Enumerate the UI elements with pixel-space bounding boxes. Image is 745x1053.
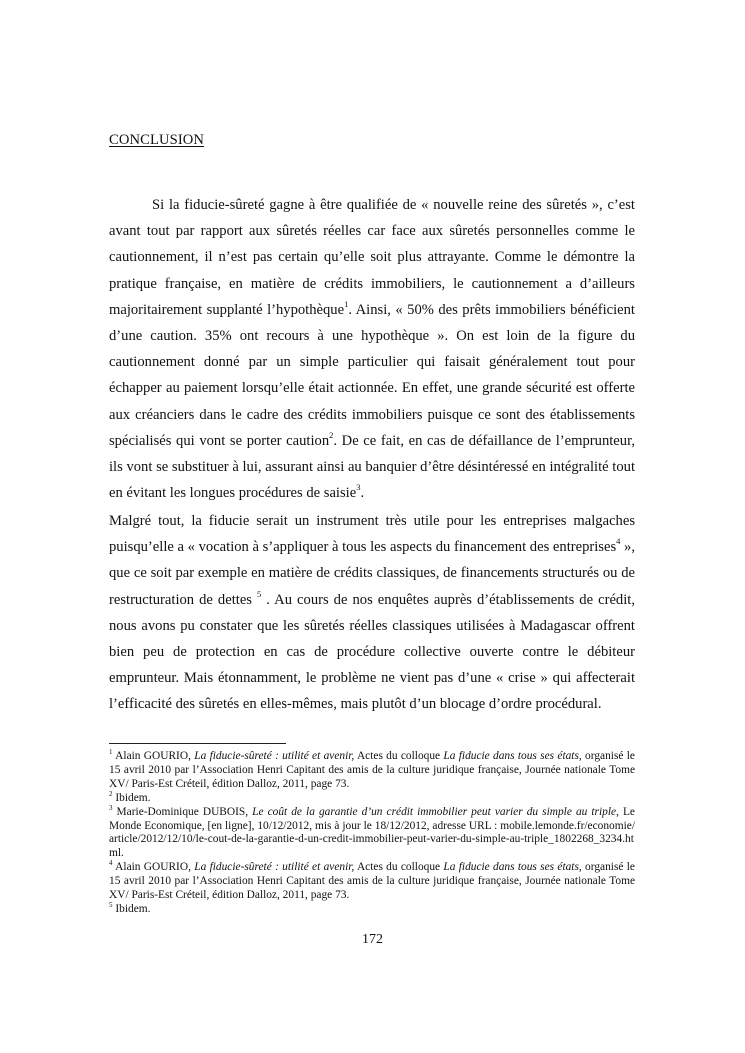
- page-number: 172: [362, 932, 383, 947]
- paragraph-text: . Au cours de nos enquêtes auprès d’établissements de crédit, nous avons pu constater que les sûretés réelles classiques utilisées à Madagascar offrent bien peu de protection en cas de procédure collective ouverte contre le débiteur emprunteur. Mais étonnamment, le problème ne vient pas d’une « crise » qui affecterait l’efficacité des sûretés en elles-mêmes, mais plutôt d’un blocage d’ordre procédural.: [109, 591, 635, 713]
- footnote-5: [109, 903, 635, 917]
- footnote-number: 2: [109, 789, 113, 798]
- footnote-number: 3: [109, 803, 113, 812]
- footnote-2: [109, 789, 635, 806]
- footnote-reference: 5: [257, 588, 262, 599]
- footnote-text: Actes du colloque: [354, 861, 444, 874]
- footnote-1: [109, 750, 635, 792]
- body-paragraph-1: [109, 192, 635, 506]
- footnote-text: Marie-Dominique DUBOIS,: [112, 805, 253, 818]
- footnote-3: [109, 803, 635, 862]
- footnote-italic-title: La fiducie-sûreté : utilité et avenir,: [194, 750, 355, 762]
- footnote-number: 4: [109, 859, 113, 868]
- section-heading: CONCLUSION: [109, 132, 205, 148]
- footnote-text: Actes du colloque: [354, 750, 444, 762]
- footnote-text: Ibidem.: [112, 902, 151, 915]
- paragraph-text: », que ce soit par exemple en matière de crédits classiques, de financements structurés ou de restructuration de dettes: [109, 539, 635, 608]
- body-paragraph-2: [109, 508, 635, 718]
- footnote-text: , Le Monde Economique, [en ligne], 10/12/2012, mis à jour le 18/12/2012, adresse URL :: [109, 805, 635, 832]
- footnote-reference: 2: [329, 429, 334, 440]
- footnote-4: [109, 861, 635, 903]
- footnote-italic-title: La fiducie-sûreté : utilité et avenir,: [194, 861, 355, 874]
- footnote-reference: 4: [616, 536, 621, 547]
- footnote-reference: 3: [356, 482, 361, 493]
- footnote-text: Ibidem.: [112, 791, 151, 804]
- paragraph-text: .: [360, 485, 365, 502]
- footnote-number: 5: [109, 901, 113, 910]
- footnote-italic-title: La fiducie dans tous ses états,: [443, 750, 582, 762]
- paragraph-text: Si la fiducie-sûreté gagne à être qualifiée de « nouvelle reine des sûretés », c’est avant tout par rapport aux sûretés réelles car face aux sûretés personnelles comme le cautionnement, il n’est pas certain qu’elle soit plus attrayante. Comme le démontre la pratique française, en matière de crédits immobiliers, le cautionnement a d’ailleurs majoritairement supplanté l’hypothèque: [109, 197, 635, 318]
- footnote-text: organisé le 15 avril 2010 par l’Association Henri Capitant des amis de la culture juridique française, Journée nationale Tome XV/ Paris-Est Créteil, édition Dalloz, 2011, page 73.: [109, 861, 635, 902]
- footnote-reference: 1: [344, 298, 349, 309]
- footnote-text: Alain GOURIO,: [112, 861, 195, 874]
- footnote-italic-title: Le coût de la garantie d’un crédit immobilier peut varier du simple au triple: [252, 805, 617, 818]
- paragraph-text: . Ainsi, « 50% des prêts immobiliers bénéficient d’une caution. 35% ont recours à une hypothèque ». On est loin de la figure du cautionnement donné par un simple particulier qui faisait généralement tout pour échapper au paiement lorsqu’elle était actionnée. En effet, une grande sécurité est offerte aux créanciers dans le cadre des crédits immobiliers puisque ce sont des établissements spécialisés qui vont se porter caution: [109, 301, 635, 449]
- paragraph-text: . De ce fait, en cas de défaillance de l’emprunteur, ils vont se substituer à lui, assurant ainsi au banquier d’être désintéressé en intégralité tout en évitant les longues procédures de saisie: [109, 432, 635, 502]
- footnotes: [109, 750, 635, 917]
- footnote-number: 1: [109, 748, 113, 757]
- footnote-text: Alain GOURIO,: [112, 750, 195, 762]
- footnote-italic-title: La fiducie dans tous ses états,: [443, 861, 582, 874]
- footnote-url: mobile.lemonde.fr/economie/article/2012/12/10/le-cout-de-la-garantie-d-un-credit-immobilier-peut-varier-du-simple-au-triple_1802268_3234.html.: [109, 819, 635, 860]
- paragraph-text: Malgré tout, la fiducie serait un instrument très utile pour les entreprises malgaches puisqu’elle a « vocation à s’appliquer à tous les aspects du financement des entreprises: [109, 513, 635, 556]
- footnote-text: organisé le 15 avril 2010 par l’Association Henri Capitant des amis de la culture juridique française, Journée nationale Tome XV/ Paris-Est Créteil, édition Dalloz, 2011, page 73.: [109, 750, 635, 790]
- footnote-separator: [109, 743, 286, 744]
